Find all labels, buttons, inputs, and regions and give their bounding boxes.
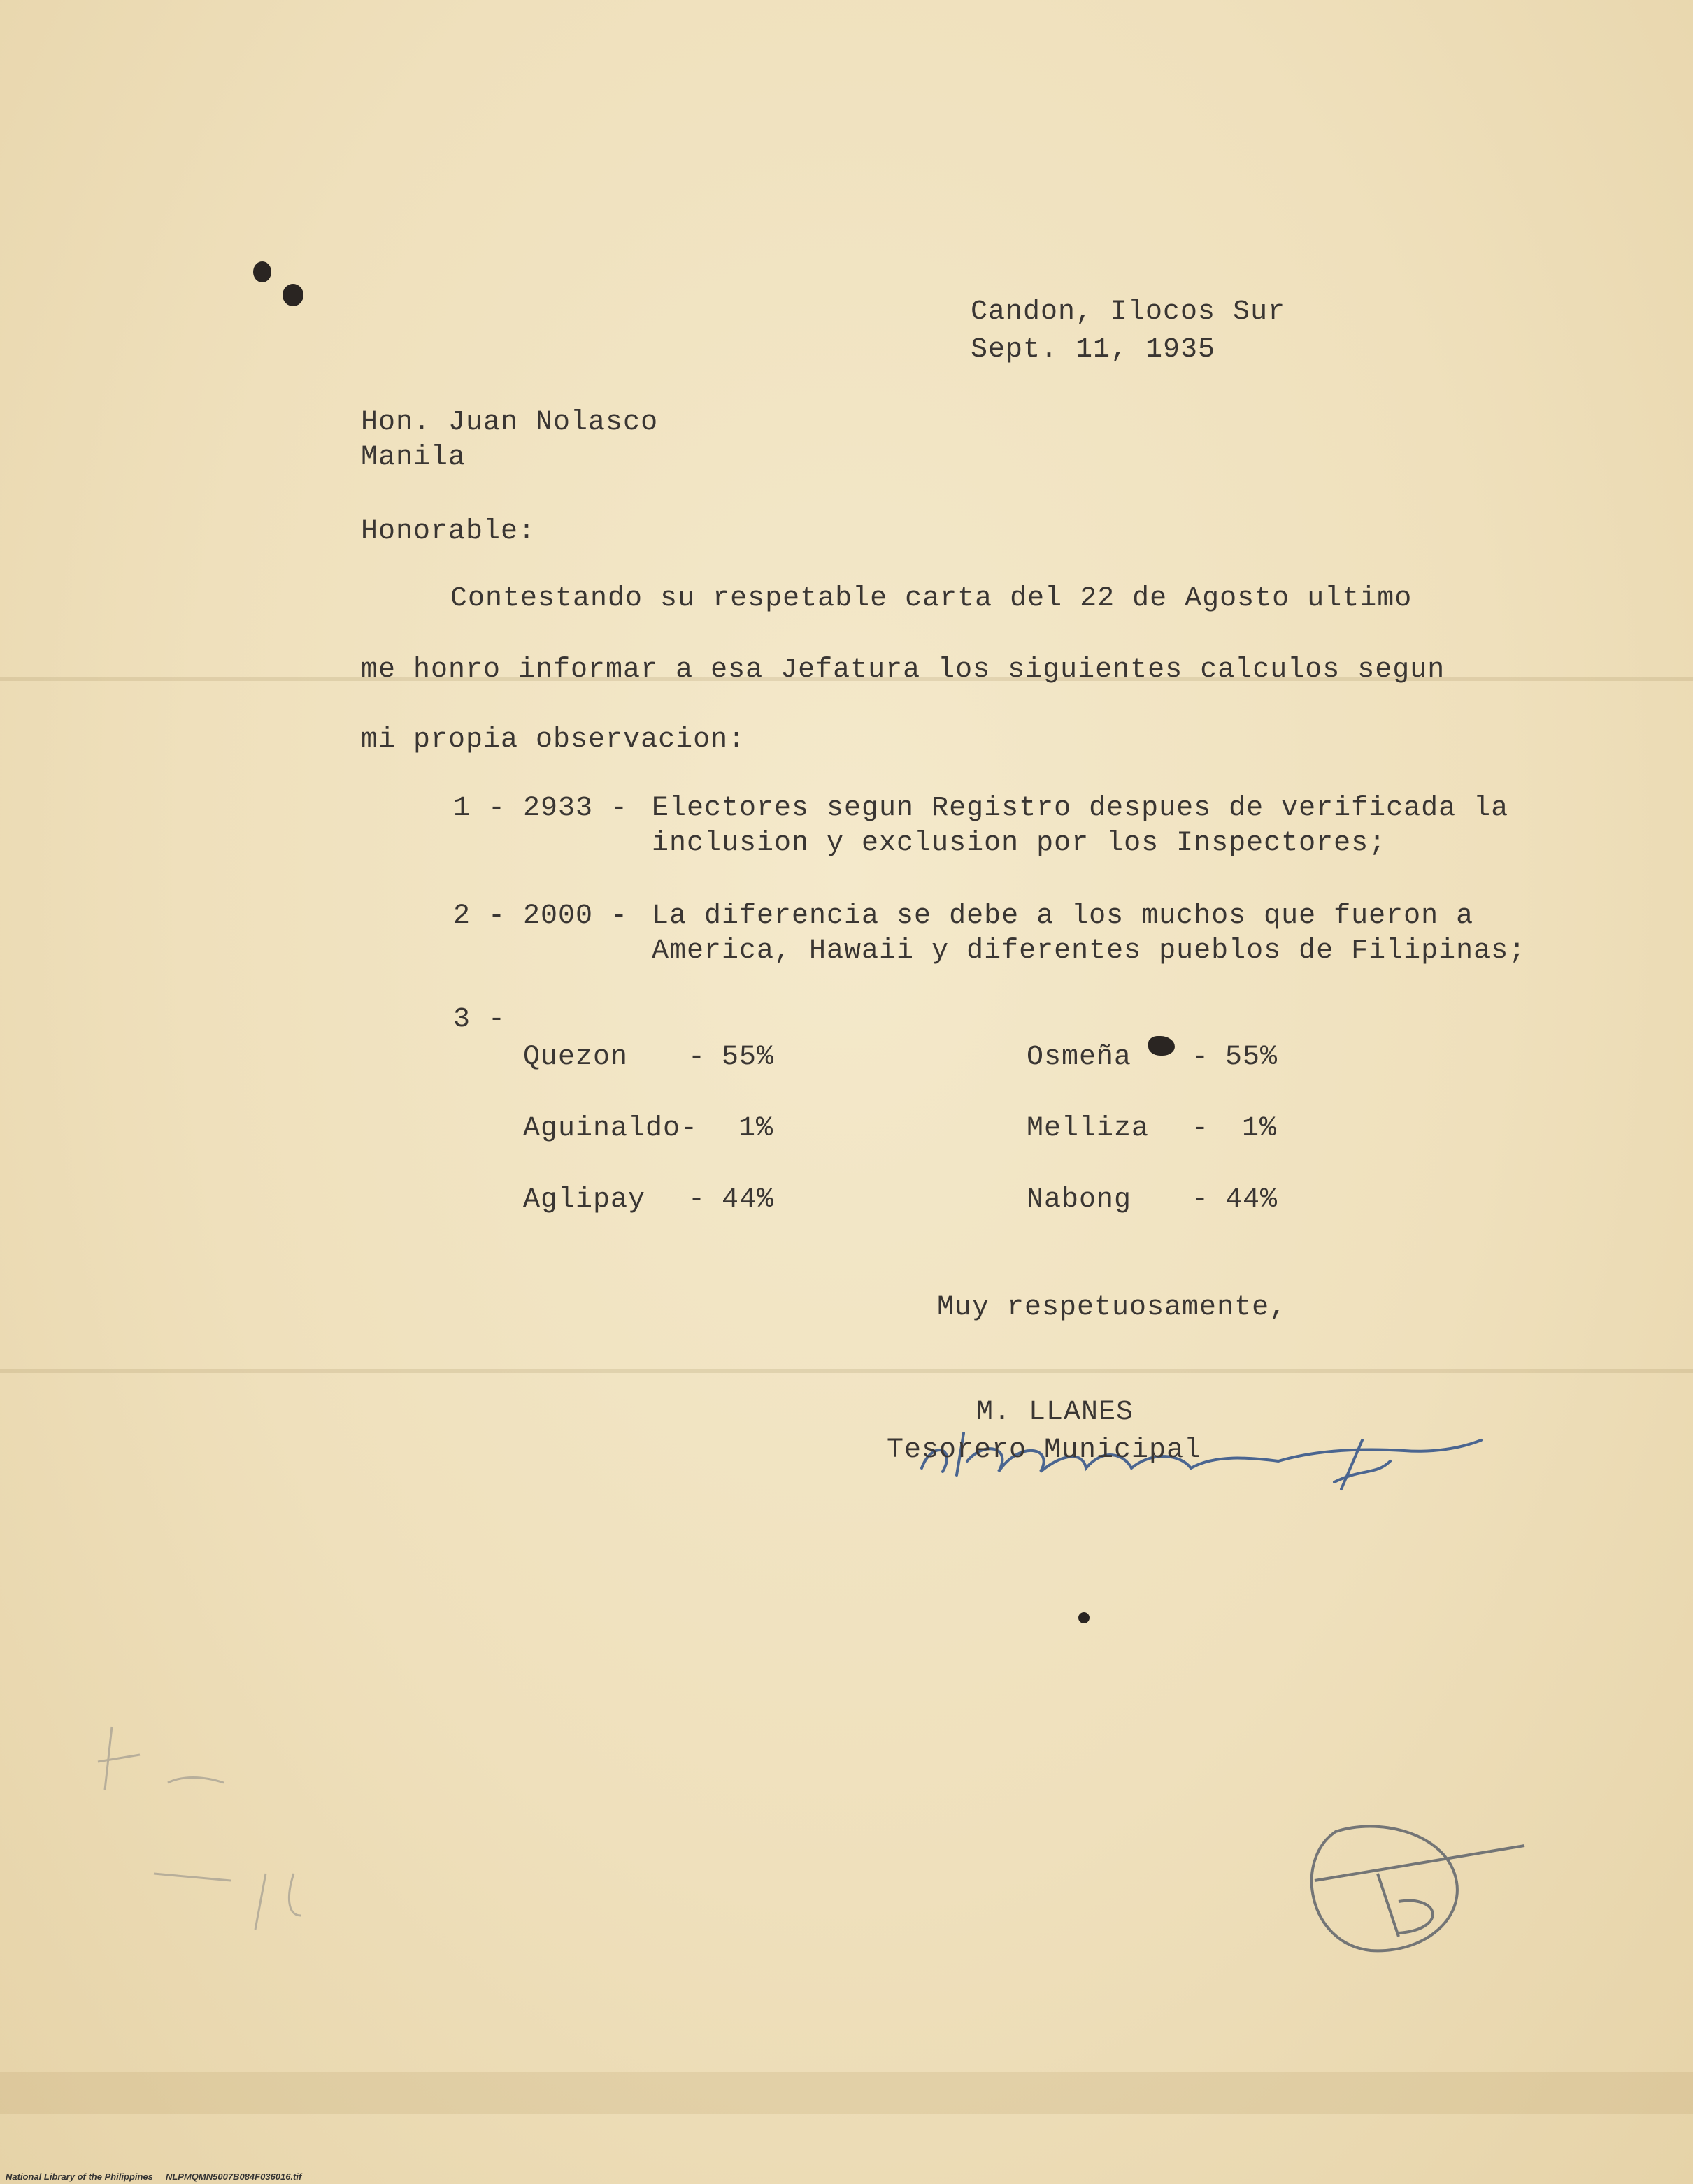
item-text: La diferencia se debe a los muchos que fueron a — [652, 900, 1474, 932]
item-number: 1 - 2933 - — [453, 793, 629, 824]
pencil-notes-icon — [84, 1706, 322, 1944]
ink-spot — [1078, 1612, 1090, 1623]
closing: Muy respetuosamente, — [937, 1292, 1287, 1323]
candidate-name: Osmeña — [1027, 1042, 1132, 1073]
paper-edge — [0, 2072, 1693, 2114]
ink-spot — [253, 261, 271, 282]
signer-name: M. LLANES — [976, 1397, 1134, 1428]
archive-caption: National Library of the Philippines NLPMQMN5007B084F036016.tif — [6, 2171, 302, 2182]
candidate-pct: 1% — [1242, 1113, 1278, 1144]
salutation: Honorable: — [361, 516, 536, 547]
handwritten-signature — [883, 1356, 1495, 1509]
ink-blot — [1148, 1036, 1175, 1056]
ink-spot — [283, 284, 303, 306]
dash: - — [688, 1184, 706, 1216]
candidate-pct: 44% — [722, 1184, 775, 1216]
item-number: 3 - — [453, 1004, 506, 1035]
candidate-name: Quezon — [523, 1042, 629, 1073]
body-line: mi propia observacion: — [361, 724, 746, 756]
dash: - — [1192, 1113, 1210, 1144]
recipient-name: Hon. Juan Nolasco — [361, 407, 659, 438]
date-line: Sept. 11, 1935 — [971, 334, 1216, 366]
candidate-pct: 55% — [1225, 1042, 1278, 1073]
item-text: America, Hawaii y diferentes pueblos de Filipinas; — [652, 935, 1527, 967]
body-line: me honro informar a esa Jefatura los siguientes calculos segun — [361, 654, 1445, 686]
body-line: Contestando su respetable carta del 22 de Agosto ultimo — [450, 583, 1413, 615]
candidate-name: Nabong — [1027, 1184, 1132, 1216]
candidate-name: Melliza — [1027, 1113, 1150, 1144]
item-text: inclusion y exclusion por los Inspectores; — [652, 828, 1387, 859]
pencil-initials-icon — [1294, 1818, 1545, 1971]
candidate-pct: 55% — [722, 1042, 775, 1073]
item-text: Electores segun Registro despues de verificada la — [652, 793, 1509, 824]
candidate-name: Aguinaldo- — [523, 1113, 699, 1144]
signer-title: Tesorero Municipal — [887, 1435, 1202, 1466]
candidate-pct: 1% — [738, 1113, 774, 1144]
candidate-name: Aglipay — [523, 1184, 646, 1216]
item-number: 2 - 2000 - — [453, 900, 629, 932]
dash: - — [1192, 1042, 1210, 1073]
recipient-city: Manila — [361, 442, 466, 473]
dash: - — [1192, 1184, 1210, 1216]
candidate-pct: 44% — [1225, 1184, 1278, 1216]
place-line: Candon, Ilocos Sur — [971, 296, 1286, 328]
dash: - — [688, 1042, 706, 1073]
